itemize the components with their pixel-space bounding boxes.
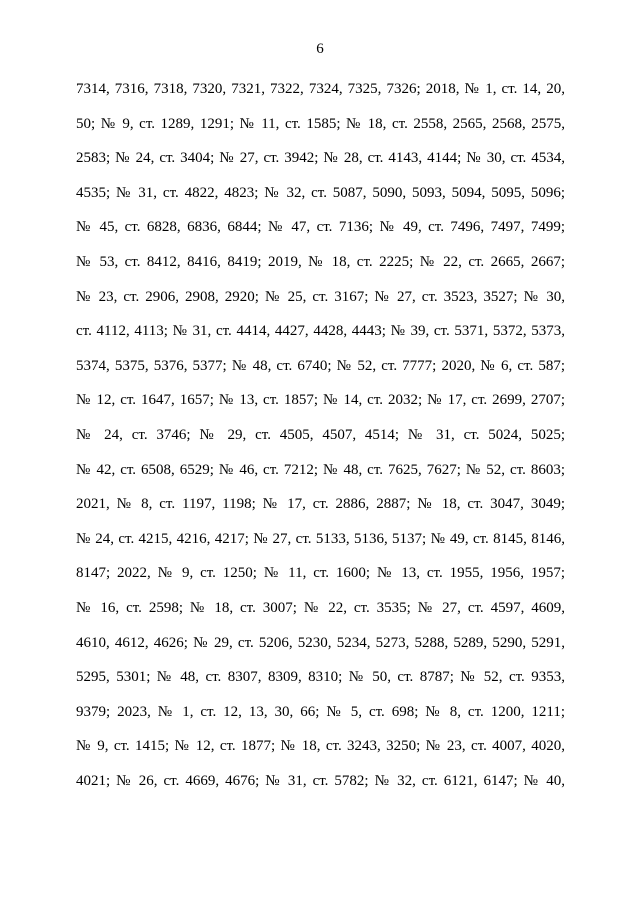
text-line: № 16, ст. 2598; № 18, ст. 3007; № 22, ст. 3535; № 27, ст. 4597, 4609, — [76, 599, 565, 616]
text-line: 4535; № 31, ст. 4822, 4823; № 32, ст. 5087, 5090, 5093, 5094, 5095, 5096; — [76, 184, 565, 201]
text-line: ст. 4112, 4113; № 31, ст. 4414, 4427, 4428, 4443; № 39, ст. 5371, 5372, 5373, — [76, 323, 565, 340]
text-line: 50; № 9, ст. 1289, 1291; № 11, ст. 1585; № 18, ст. 2558, 2565, 2568, 2575, — [76, 115, 565, 132]
text-line: № 12, ст. 1647, 1657; № 13, ст. 1857; № 14, ст. 2032; № 17, ст. 2699, 2707; — [76, 392, 565, 409]
text-line: 7314, 7316, 7318, 7320, 7321, 7322, 7324, 7325, 7326; 2018, № 1, ст. 14, 20, — [76, 81, 565, 97]
text-line: № 9, ст. 1415; № 12, ст. 1877; № 18, ст. 3243, 3250; № 23, ст. 4007, 4020, — [76, 738, 565, 755]
text-line: 4021; № 26, ст. 4669, 4676; № 31, ст. 5782; № 32, ст. 6121, 6147; № 40, — [76, 772, 565, 789]
text-line: 4610, 4612, 4626; № 29, ст. 5206, 5230, 5234, 5273, 5288, 5289, 5290, 5291, — [76, 634, 565, 651]
text-line: 9379; 2023, № 1, ст. 12, 13, 30, 66; № 5, ст. 698; № 8, ст. 1200, 1211; — [76, 703, 565, 720]
text-line: 5295, 5301; № 48, ст. 8307, 8309, 8310; № 50, ст. 8787; № 52, ст. 9353, — [76, 669, 565, 686]
text-line: № 45, ст. 6828, 6836, 6844; № 47, ст. 7136; № 49, ст. 7496, 7497, 7499; — [76, 219, 565, 236]
text-line: 2021, № 8, ст. 1197, 1198; № 17, ст. 2886, 2887; № 18, ст. 3047, 3049; — [76, 496, 565, 513]
text-line: № 53, ст. 8412, 8416, 8419; 2019, № 18, ст. 2225; № 22, ст. 2665, 2667; — [76, 253, 565, 270]
text-line: 2583; № 24, ст. 3404; № 27, ст. 3942; № 28, ст. 4143, 4144; № 30, ст. 4534, — [76, 150, 565, 167]
text-line: № 42, ст. 6508, 6529; № 46, ст. 7212; № 48, ст. 7625, 7627; № 52, ст. 8603; — [76, 461, 565, 478]
text-line: № 24, ст. 3746; № 29, ст. 4505, 4507, 4514; № 31, ст. 5024, 5025; — [76, 426, 565, 443]
text-line: № 24, ст. 4215, 4216, 4217; № 27, ст. 5133, 5136, 5137; № 49, ст. 8145, 8146, — [76, 530, 565, 547]
page-number: 6 — [316, 41, 324, 57]
document-body-text — [76, 77, 565, 803]
text-line: 5374, 5375, 5376, 5377; № 48, ст. 6740; № 52, ст. 7777; 2020, № 6, ст. 587; — [76, 357, 565, 374]
text-line: 8147; 2022, № 9, ст. 1250; № 11, ст. 1600; № 13, ст. 1955, 1956, 1957; — [76, 565, 565, 582]
text-line: № 23, ст. 2906, 2908, 2920; № 25, ст. 3167; № 27, ст. 3523, 3527; № 30, — [76, 288, 565, 305]
